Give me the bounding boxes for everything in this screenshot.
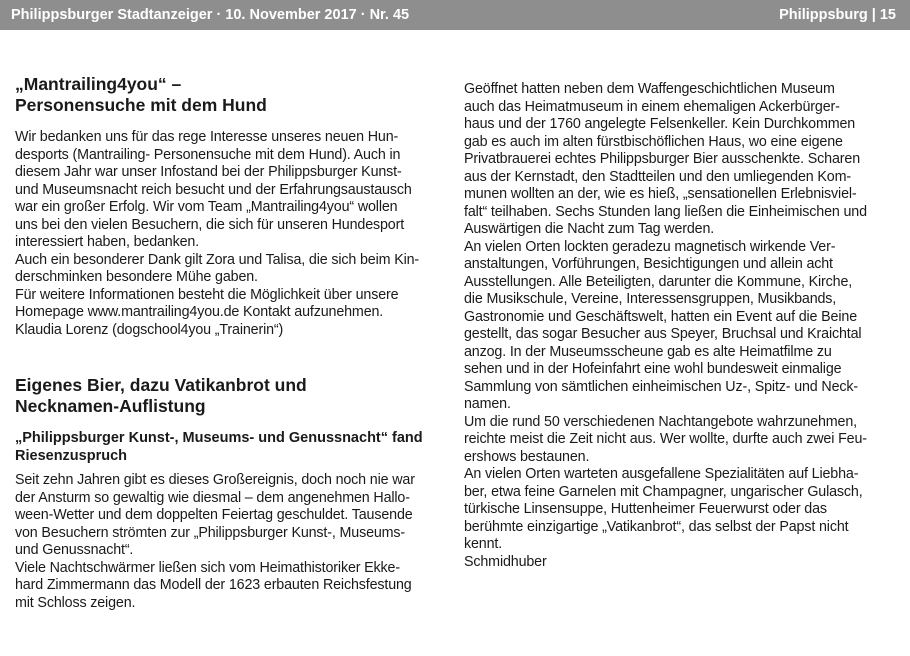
page-header	[0, 0, 910, 30]
article1-headline: „Mantrailing4you“ – Personensuche mit dem Hund	[15, 74, 267, 115]
article2-body: Seit zehn Jahren gibt es dieses Großereignis, doch noch nie war der Ansturm so gewaltig wie diesmal – dem angenehmen Hallo- ween-Wetter und dem doppelten Feiertag geschuldet. Tausende von Besuchern strömten zur „Philippsburger Kunst-, Museums- und Genussnacht“. Viele Nachtschwärmer ließen sich vom Heimathistoriker Ekke- hard Zimmermann das Modell der 1623 erbauten Reichsfestung mit Schloss zeigen.	[15, 472, 415, 611]
publication-info: Philippsburger Stadtanzeiger · 10. November 2017 · Nr. 45	[11, 7, 410, 23]
article2-headline: Eigenes Bier, dazu Vatikanbrot und Necknamen-Auflistung	[15, 375, 307, 416]
article1-body: Wir bedanken uns für das rege Interesse unseres neuen Hun- desports (Mantrailing- Personensuche mit dem Hund). Auch in diesem Jahr war unser Infostand bei der Philippsburger Kunst- und Museumsnacht reich besucht und der Erfahrungsaustausch war ein großer Erfolg. Wir vom Team „Mantrailing4you“ wollen uns bei den vielen Besuchern, die sich für unseren Hundesport interessiert haben, bedanken. Auch ein besonderer Dank gilt Zora und Talisa, die sich beim Kin- derschminken besondere Mühe gaben. Für weitere Informationen besteht die Möglichkeit über unsere Homepage www.mantrailing4you.de Kontakt aufzunehmen. Klaudia Lorenz (dogschool4you „Trainerin“)	[15, 129, 420, 338]
right-column	[464, 81, 896, 571]
article2-continued: Geöffnet hatten neben dem Waffengeschichtlichen Museum auch das Heimatmuseum in einem ehemaligen Ackerbürger- haus und der 1760 angelegte Felsenkeller. Kein Durchkommen gab es auch im alten fürstbischöflichen Haus, wo eine eigene Privatbrauerei echtes Philippsburger Bier ausschenkte. Scharen aus der Kernstadt, den Stadtteilen und den umliegenden Kom- munen wollten an der, wie es hieß, „sensationellen Erlebnisviel- falt“ teilhaben. Sechs Stunden lang ließen die Einheimischen und Auswärtigen die Nacht zum Tag werden. An vielen Orten lockten geradezu magnetisch wirkende Ver- anstaltungen, Vorführungen, Besichtigungen und allein acht Ausstellungen. Alle Beteiligten, darunter die Kommune, Kirche, die Musikschule, Vereine, Interessensgruppen, Musikbands, Gastronomie und Geschäftswelt, hatten ein Event auf die Beine gestellt, das sogar Besucher aus Speyer, Bruchsal und Kraichtal anzog. In der Museumsscheune gab es alte Heimatfilme zu sehen und in der Hofeinfahrt eine wohl bundesweit einmalige Sammlung von sämtlichen einheimischen Uz-, Spitz- und Neck- namen. Um die rund 50 verschiedenen Nachtangebote wahrzunehmen, reichte meist die Zeit nicht aus. Wer wollte, durfte auch zwei Feu- ershows bestaunen. An vielen Orten warteten ausgefallene Spezialitäten auf Liebha- ber, etwa feine Garnelen mit Champagner, ungarischer Gulasch, türkische Linsensuppe, Huttenheimer Feuerwurst oder das berühmte einzigartige „Vatikanbrot“, das selbst der Papst nicht kennt. Schmidhuber	[464, 81, 867, 570]
article2-subhead: „Philippsburger Kunst-, Museums- und Genussnacht“ fand Riesenzuspruch	[15, 430, 423, 464]
left-column	[15, 74, 442, 612]
page-location-number: Philippsburg | 15	[779, 7, 896, 23]
